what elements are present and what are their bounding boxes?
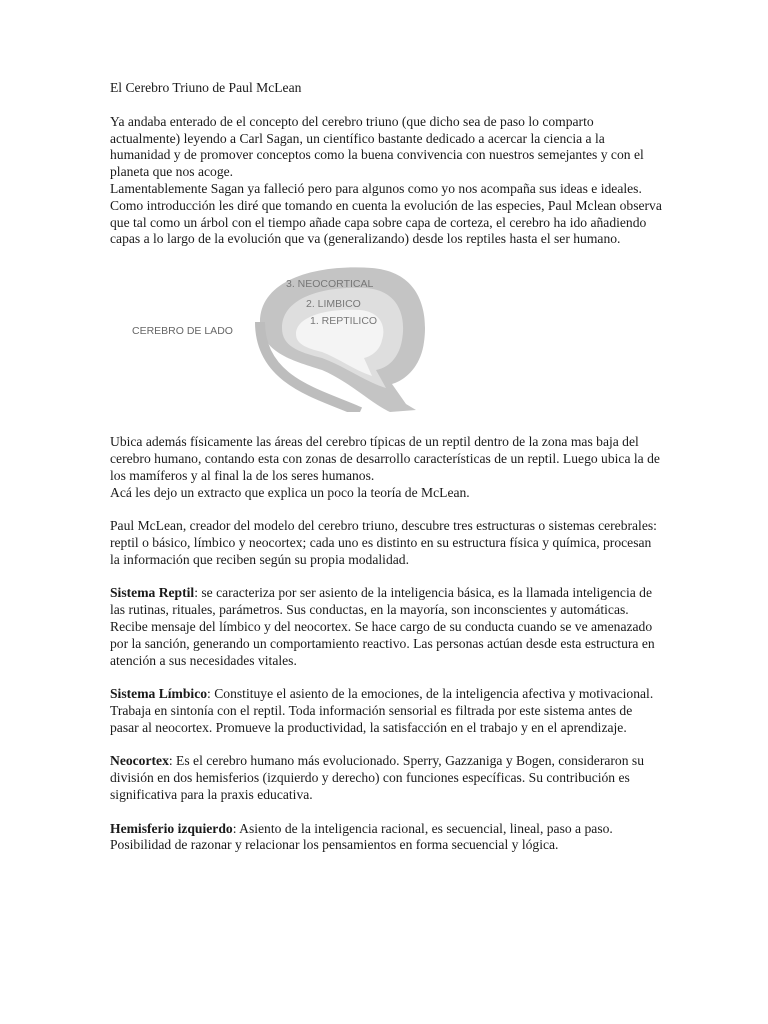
body-paragraph-2: Acá les dejo un extracto que explica un poco la teoría de McLean. [110, 484, 470, 500]
section-limbico [110, 686, 662, 736]
section-reptil [110, 585, 662, 669]
spacer [110, 669, 662, 686]
spacer [110, 501, 662, 518]
section-term: Sistema Límbico [110, 686, 208, 702]
intro-paragraph-1: Ya andaba enterado de el concepto del cerebro triuno (que dicho sea de paso lo comparto actualmente) leyendo a Carl Sagan, un científico bastante dedicado a acercar la ciencia a la humanidad y de promover conceptos como la buena convivencia con nuestros semejantes y con el planeta que nos acoge. [110, 113, 644, 180]
layer-limbic-label: 2. LIMBICO [306, 298, 361, 311]
intro-paragraph-2: Lamentablemente Sagan ya falleció pero para algunos como yo nos acompaña sus ideas e ideales. [110, 180, 642, 196]
layer-neocortical-label: 3. NEOCORTICAL [286, 278, 374, 291]
document-title: El Cerebro Triuno de Paul McLean [110, 80, 302, 95]
side-label: CEREBRO DE LADO [132, 325, 233, 338]
triune-brain-figure [110, 262, 662, 412]
layer-reptilian-label: 1. REPTILICO [310, 315, 378, 328]
intro-paragraph-3: Como introducción les diré que tomando en cuenta la evolución de las especies, Paul Mclean observa que tal como un árbol con el tiempo añade capa sobre capa de corteza, el cerebro ha ido añadiendo capas a lo largo de la evolución que va (generalizando) desde los reptiles hasta el ser humano. [110, 197, 662, 247]
section-text: : Es el cerebro humano más evolucionado. Sperry, Gazzaniga y Bogen, consideraron su división en dos hemisferios (izquierdo y derecho) con funciones específicas. Su contribución es significativa para la praxis educativa. [110, 753, 644, 802]
section-text: : Constituye el asiento de la emociones, de la inteligencia afectiva y motivacional. Trabaja en sintonía con el reptil. Toda información sensorial es filtrada por este sistema antes de pasar al neocortex. Promueve la productividad, la satisfacción en el trabajo y en el aprendizaje. [110, 686, 654, 735]
spacer [110, 804, 662, 821]
section-term: Hemisferio izquierdo [110, 820, 233, 836]
spacer [110, 737, 662, 754]
spacer [110, 569, 662, 586]
section-hemisferio-izquierdo [110, 821, 662, 855]
section-neocortex [110, 753, 662, 803]
document-page [110, 80, 662, 854]
body-paragraph-1: Ubica además físicamente las áreas del cerebro típicas de un reptil dentro de la zona mas baja del cerebro humano, contando esta con zonas de desarrollo características de un reptil. Luego ubica la de los mamíferos y al final la de los seres humanos. [110, 434, 660, 483]
section-text: : Asiento de la inteligencia racional, es secuencial, lineal, paso a paso. Posibilidad de razonar y relacionar los pensamientos en forma secuencial y lógica. [110, 820, 613, 853]
section-term: Neocortex [110, 753, 169, 769]
brain-diagram [110, 262, 662, 412]
body-paragraph-3: Paul McLean, creador del modelo del cerebro triuno, descubre tres estructuras o sistemas cerebrales: reptil o básico, límbico y neocortex; cada uno es distinto en su estructura física y química, procesan la información que reciben según su propia modalidad. [110, 518, 657, 567]
section-text: : se caracteriza por ser asiento de la inteligencia básica, es la llamada inteligencia de las rutinas, rituales, parámetros. Sus conductas, en la mayoría, son inconscientes y automáticas. Recibe mensaje del límbico y del neocortex. Se hace cargo de su conducta cuando se ve amenazado por la sanción, generando un comportamiento reactivo. Las personas actúan desde esta estructura en atención a sus necesidades vitales. [110, 585, 655, 668]
section-term: Sistema Reptil [110, 585, 195, 601]
